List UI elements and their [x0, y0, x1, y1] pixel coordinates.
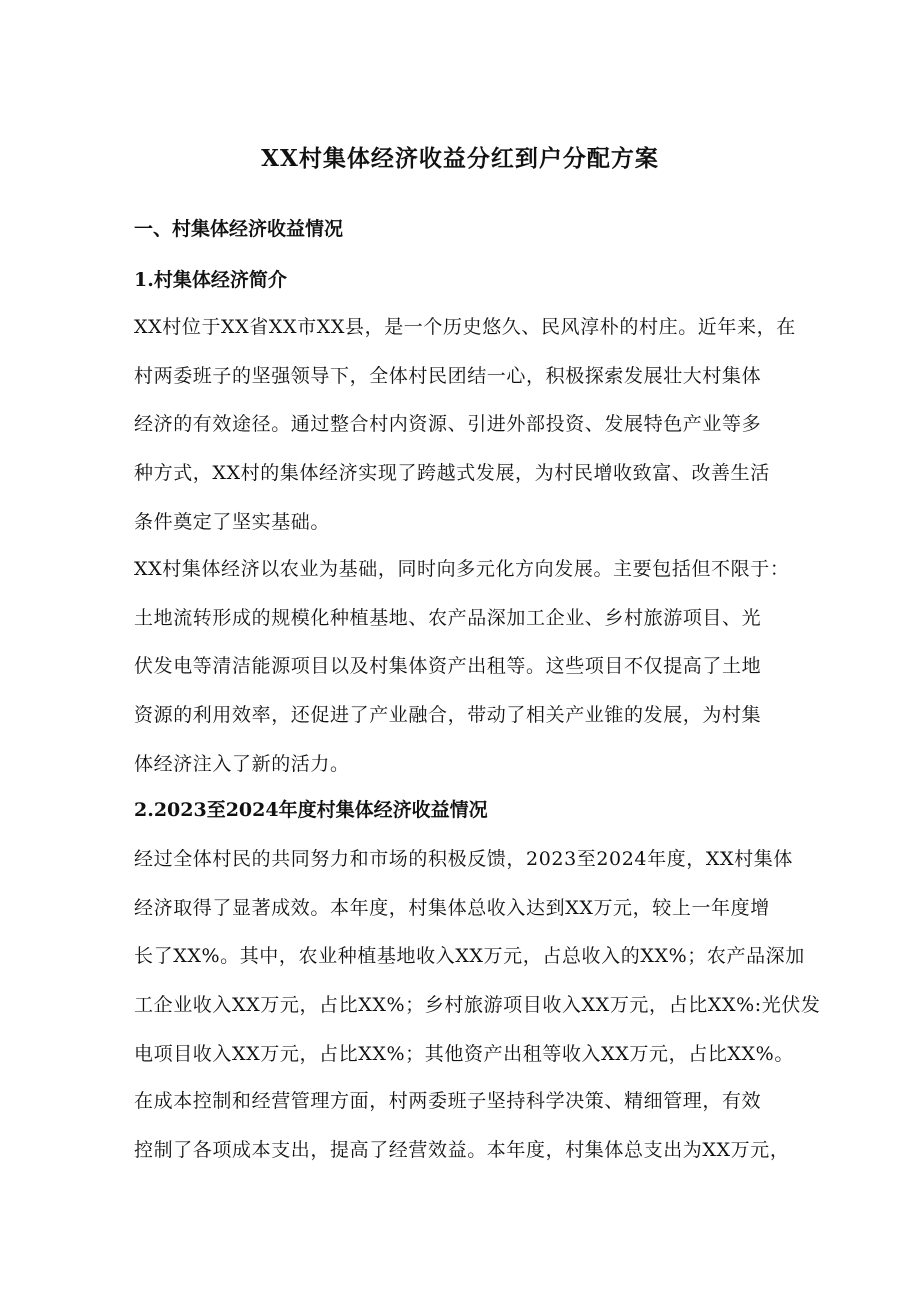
paragraph-line: XX村集体经济以农业为基础，同时向多元化方向发展。主要包括但不限于：: [134, 558, 790, 580]
subsection-heading-1: 1.村集体经济简介: [134, 269, 287, 291]
paragraph-line: 资源的利用效率，还促进了产业融合，带动了相关产业锥的发展，为村集: [134, 704, 762, 727]
paragraph-cost-control: [134, 1077, 789, 1174]
paragraph-line: 在成本控制和经营管理方面，村两委班子坚持科学决策、精细管理，有效: [134, 1090, 762, 1112]
paragraph-line: 经济取得了显著成效。本年度，村集体总收入达到XX万元，较上一年度增: [134, 896, 770, 919]
paragraph-line: 经过全体村民的共同努力和市场的积极反馈，2023至2024年度，XX村集体: [134, 848, 793, 870]
paragraph-line: 伏发电等清洁能源项目以及村集体资产出租等。这些项目不仅提高了土地: [134, 655, 762, 678]
paragraph-line: 工企业收入XX万元，占比XX%；乡村旅游项目收入XX万元，占比XX%:光伏发: [134, 994, 821, 1017]
paragraph-line: XX村位于XX省XX市XX县，是一个历史悠久、民风淳朴的村庄。近年来，在: [134, 316, 796, 338]
section-heading-1: 一、村集体经济收益情况: [134, 218, 344, 240]
subsection-heading-2: 2.2023至2024年度村集体经济收益情况: [134, 799, 488, 821]
paragraph-income-summary: [134, 835, 821, 1078]
paragraph-line: 种方式，XX村的集体经济实现了跨越式发展，为村民增收致富、改善生活: [134, 462, 770, 485]
paragraph-line: 土地流转形成的规模化种植基地、农产品深加工企业、乡村旅游项目、光: [134, 606, 762, 629]
paragraph-line: 经济的有效途径。通过整合村内资源、引进外部投资、发展特色产业等多: [134, 413, 762, 436]
paragraph-line: 体经济注入了新的活力。: [134, 752, 350, 775]
paragraph-line: 电项目收入XX万元，占比XX%；其他资产出租等收入XX万元，占比XX%。: [134, 1042, 794, 1065]
paragraph-economy-composition: [134, 545, 789, 788]
paragraph-line: 长了XX%。其中，农业种植基地收入XX万元，占总收入的XX%；农产品深加: [134, 945, 805, 968]
document-title: XX村集体经济收益分红到户分配方案: [261, 145, 659, 172]
paragraph-line: 村两委班子的坚强领导下，全体村民团结一心，积极探索发展壮大村集体: [134, 364, 762, 387]
paragraph-line: 条件奠定了坚实基础。: [134, 510, 331, 533]
paragraph-line: 控制了各项成本支出，提高了经营效益。本年度，村集体总支出为XX万元，: [134, 1138, 790, 1161]
paragraph-village-intro: [134, 303, 796, 546]
